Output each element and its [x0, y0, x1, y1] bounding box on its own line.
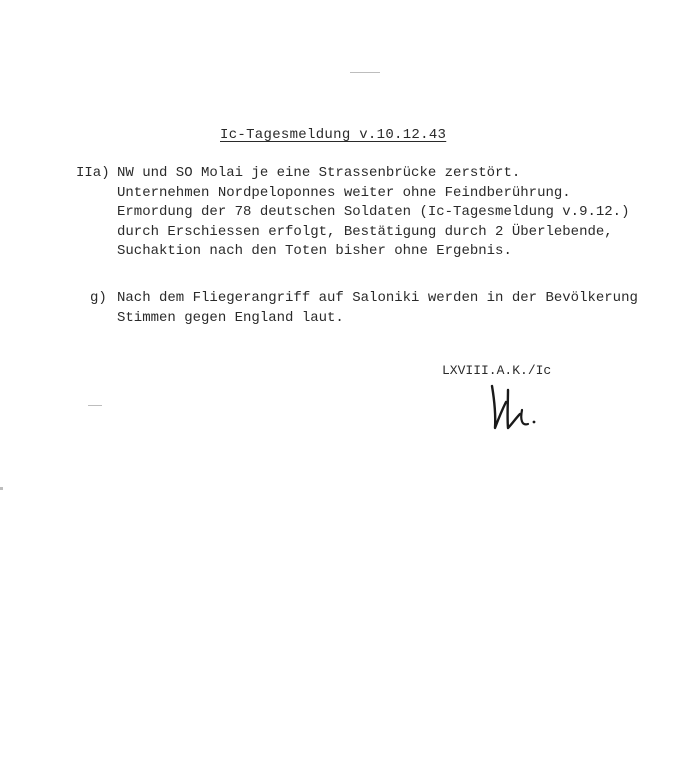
office-designation: LXVIII.A.K./Ic	[442, 363, 552, 378]
text-line: Stimmen gegen England laut.	[117, 309, 344, 326]
text-line: durch Erschiessen erfolgt, Bestätigung durch 2 Überlebende,	[117, 223, 613, 240]
section-body-iia	[117, 164, 629, 262]
section-marker-g: g)	[90, 290, 107, 306]
document-title: Ic-Tagesmeldung v.10.12.43	[220, 127, 447, 143]
handwritten-signature	[486, 380, 546, 436]
scan-speck	[88, 405, 102, 406]
scan-speck	[0, 487, 3, 490]
text-line: Suchaktion nach den Toten bisher ohne Ergebnis.	[117, 243, 512, 259]
text-line: Ermordung der 78 deutschen Soldaten (Ic-Tagesmeldung v.9.12.)	[117, 204, 630, 220]
text-line: NW und SO Molai je eine Strassenbrücke zerstört.	[117, 165, 521, 181]
text-line: Nach dem Fliegerangriff auf Saloniki werden in der Bevölkerung	[117, 290, 638, 306]
section-body-g	[117, 289, 638, 328]
section-marker-iia: IIa)	[76, 165, 110, 181]
text-line: Unternehmen Nordpeloponnes weiter ohne Feindberührung.	[117, 184, 571, 201]
scan-speck	[350, 72, 380, 73]
